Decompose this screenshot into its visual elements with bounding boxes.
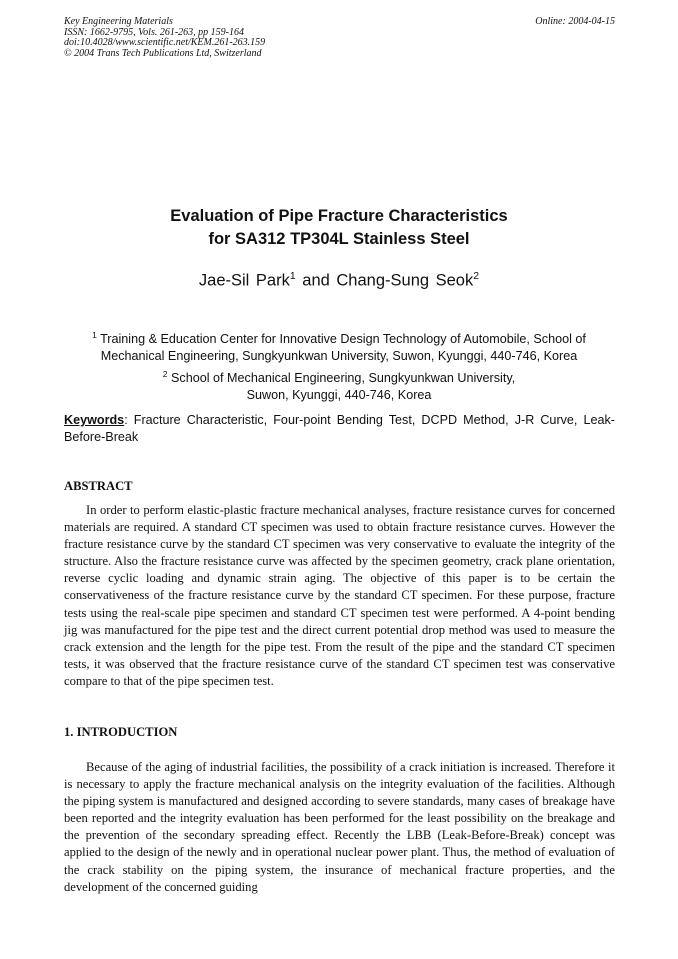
- doi-line: doi:10.4028/www.scientific.net/KEM.261-263.159: [64, 37, 266, 49]
- affiliation-2-mark: 2: [162, 368, 168, 379]
- copyright-line: © 2004 Trans Tech Publications Ltd, Switzerland: [64, 47, 262, 59]
- affiliation-2-line-2: Suwon, Kyunggi, 440-746, Korea: [246, 387, 432, 402]
- journal-name: Key Engineering Materials: [64, 16, 173, 27]
- introduction-heading: 1. INTRODUCTION: [64, 725, 178, 739]
- affiliations: [60, 327, 618, 404]
- affiliation-1-mark: 1: [92, 330, 97, 340]
- online-date: Online: 2004-04-15: [535, 16, 615, 27]
- author-1-affil-mark: 1: [289, 270, 296, 282]
- author-list: [60, 270, 618, 291]
- affiliation-1-line-2: Mechanical Engineering, Sungkyunkwan University, Suwon, Kyunggi, 440-746, Korea: [100, 349, 578, 364]
- keywords-text: : Fracture Characteristic, Four-point Bending Test, DCPD Method, J-R Curve, Leak-Before-Break: [64, 413, 615, 445]
- journal-header: [64, 17, 615, 59]
- issn-line: ISSN: 1662-9795, Vols. 261-263, pp 159-164: [64, 26, 244, 38]
- keywords-label: Keywords: [64, 413, 125, 427]
- title-line-2: for SA312 TP304L Stainless Steel: [208, 230, 470, 248]
- affiliation-2-line-1: $^2$ School of Mechanical Engineering, Sungkyunkwan University,: [162, 368, 516, 385]
- keywords: [64, 412, 615, 446]
- introduction-body: Because of the aging of industrial facilities, the possibility of a crack initiation is increased. Therefore it is necessary to apply the fracture mechanical analysis on the integrity evaluation of the facilities. Although the piping system is manufactured and designed according to severe standards, many cases of breakage have been reported and the integrity evaluation has been performed for the least possibility on the breakage and the prevention of the secondary spreading effect. Recently the LBB (Leak-Before-Break) concept was applied to the design of the newly and in operational nuclear power plant. Thus, the method of evaluation of the crack stability on the piping system, the insurance of mechanical fracture properties, and the development of the concerned guiding: [64, 760, 615, 894]
- author-separator: and: [295, 271, 337, 290]
- abstract-body: In order to perform elastic-plastic fracture mechanical analyses, fracture resistance curves for concerned materials are required. A standard CT specimen was used to obtain fracture resistance curves. However the fracture resistance curve by the standard CT specimen was very conservative to evaluate the integrity of the structure. Also the fracture resistance curve was affected by the specimen geometry, crack plane orientation, reverse cyclic loading and dynamic strain aging. The objective of this paper is to be certain the conservativeness of the fracture resistance curve by the standard CT specimen. For these purpose, fracture tests using the real-scale pipe specimen and standard CT specimen test were performed. A 4-point bending jig was manufactured for the pipe test and the direct current potential drop method was used to measure the crack extension and the length for the pipe test. From the result of the pipe and the standard CT specimen tests, it was observed that the fracture resistance curve of the standard CT specimen test was conservative compare to that of the pipe specimen test.: [64, 503, 615, 688]
- author-2: Chang-Sung Seok: [336, 271, 474, 290]
- author-2-affil-mark: 2: [473, 270, 480, 282]
- paper-title: [60, 205, 618, 251]
- author-1: Jae-Sil Park: [198, 271, 290, 290]
- affiliation-1-line-1: $^1$ Training & Education Center for Innovative Design Technology of Automobile, School of: [92, 330, 586, 347]
- title-line-1: Evaluation of Pipe Fracture Characteristics: [170, 207, 508, 225]
- abstract-heading: ABSTRACT: [64, 479, 133, 493]
